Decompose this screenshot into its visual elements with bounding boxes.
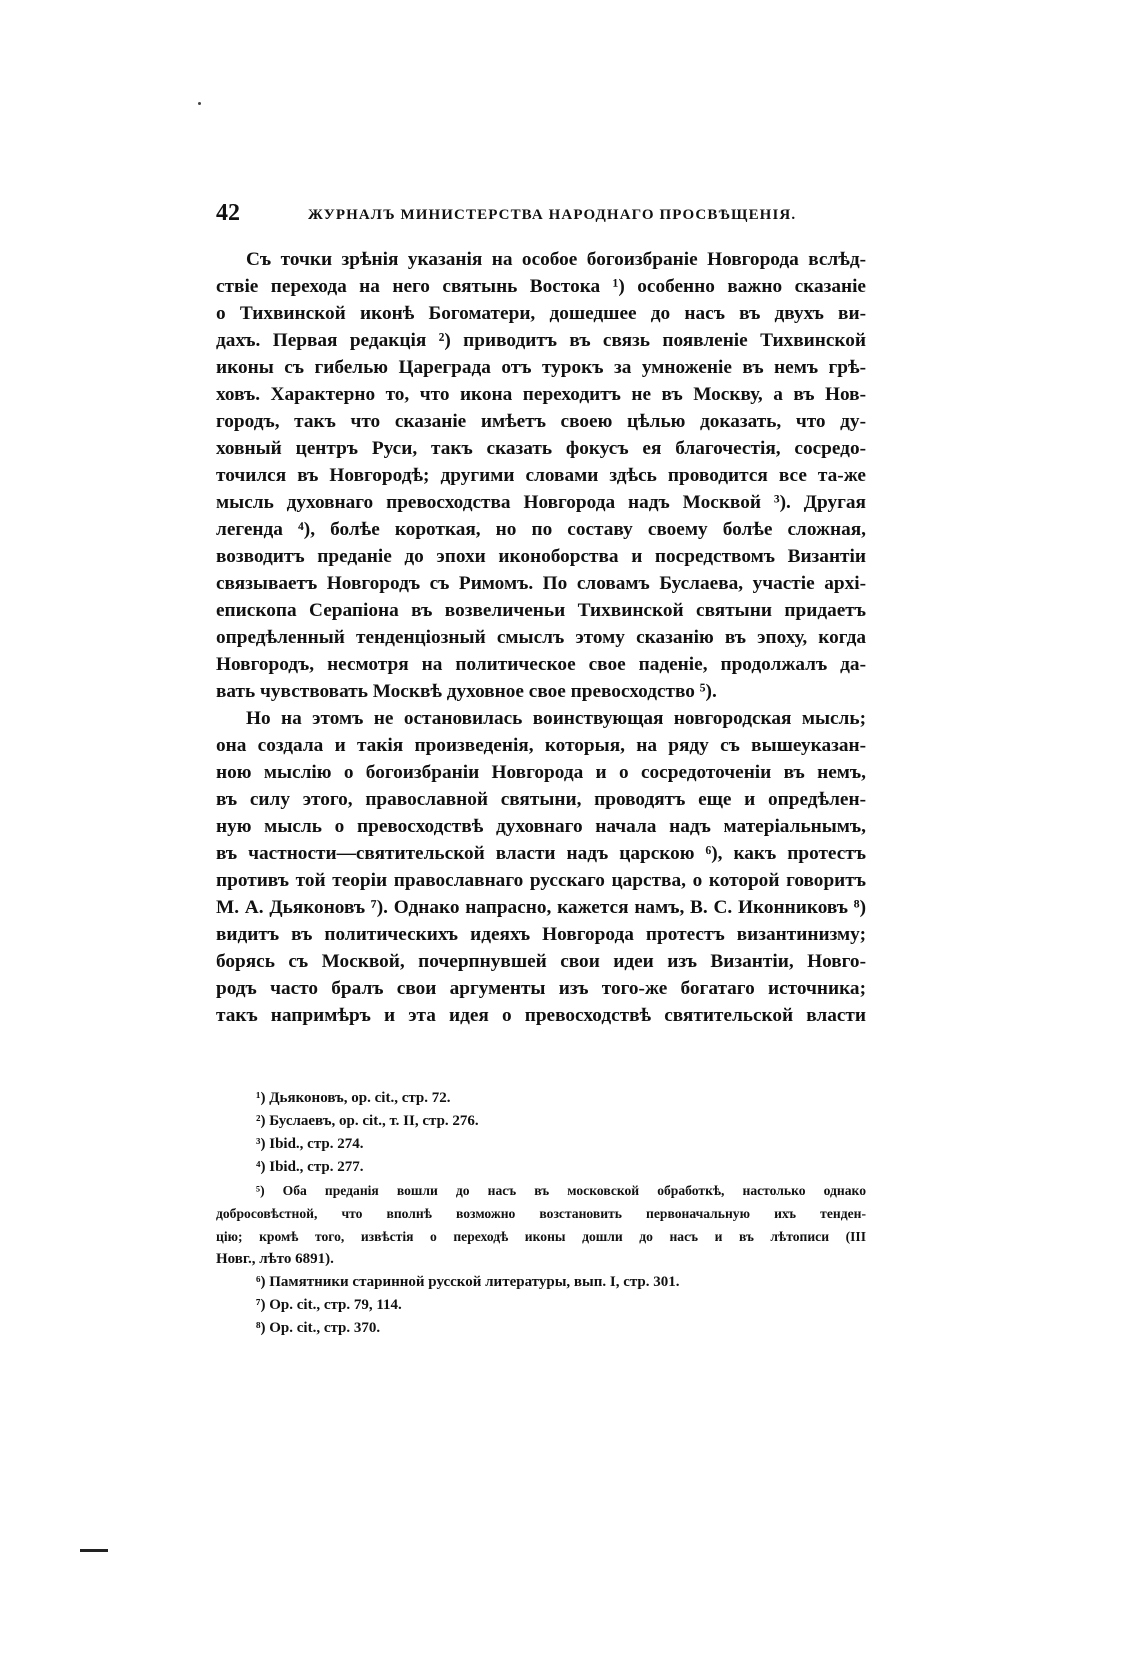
paragraph-line: мысль духовнаго превосходства Новгорода надъ Москвой ³). Другая xyxy=(216,492,866,513)
paragraph-line: ною мыслію о богоизбраніи Новгорода и о сосредоточеніи въ немъ, xyxy=(216,762,866,783)
page-number: 42 xyxy=(216,200,240,226)
paragraph-line: вать чувствовать Москвѣ духовное свое превосходство ⁵). xyxy=(216,681,717,702)
page-header xyxy=(216,200,868,240)
paragraph-line: М. А. Дьяконовъ ⁷). Однако напрасно, кажется намъ, В. С. Иконниковъ ⁸) xyxy=(216,897,866,918)
paragraph-line: такъ напримѣръ и эта идея о превосходствѣ святительской власти xyxy=(216,1005,866,1026)
paragraph-line: точился въ Новгородѣ; другими словами здѣсь проводится все та-же xyxy=(216,465,866,486)
paragraph-line: дахъ. Первая редакція ²) приводитъ въ связь появленіе Тихвинской xyxy=(216,330,866,351)
footnote: ⁶) Памятники старинной русской литературы, вып. I, стр. 301. xyxy=(256,1274,680,1290)
footnote-continuation: Новг., лѣто 6891). xyxy=(216,1251,334,1267)
paragraph-line: въ частности—святительской власти надъ царскою ⁶), какъ протестъ xyxy=(216,843,866,864)
footnote: ³) Ibid., стр. 274. xyxy=(256,1136,364,1152)
footnote: ²) Буслаевъ, op. cit., т. II, стр. 276. xyxy=(256,1113,479,1129)
footnotes xyxy=(216,1087,866,1340)
paragraph-line: ствіе перехода на него святынь Востока ¹) особенно важно сказаніе xyxy=(216,276,866,297)
running-head: ЖУРНАЛЪ МИНИСТЕРСТВА НАРОДНАГО ПРОСВѢЩЕНІЯ. xyxy=(308,207,797,223)
body-text xyxy=(216,246,866,1029)
footnote-continuation: цію; кромѣ того, извѣстія о переходѣ иконы дошли до насъ и въ лѣтописи (III xyxy=(216,1229,866,1244)
paragraph-line: опредѣленный тенденціозный смыслъ этому сказанію въ эпоху, когда xyxy=(216,627,866,648)
paragraph-line: Новгородъ, несмотря на политическое свое паденіе, продолжалъ да- xyxy=(216,654,866,675)
footnote: ⁸) Op. cit., стр. 370. xyxy=(256,1320,381,1336)
paragraph-line: въ силу этого, православной святыни, проводятъ еще и опредѣлен- xyxy=(216,789,866,810)
paragraph-line: борясь съ Москвой, почерпнувшей свои идеи изъ Византіи, Новго- xyxy=(216,951,866,972)
paragraph-line: видитъ въ политическихъ идеяхъ Новгорода протестъ византинизму; xyxy=(216,924,866,945)
footnote: ⁴) Ibid., стр. 277. xyxy=(256,1159,364,1175)
footnote: ¹) Дьяконовъ, op. cit., стр. 72. xyxy=(256,1090,451,1106)
paragraph-line: противъ той теоріи православнаго русскаго царства, о которой говоритъ xyxy=(216,870,866,891)
footnote-continuation: добросовѣстной, что вполнѣ возможно возстановить первоначальную ихъ тенден- xyxy=(216,1206,866,1221)
paragraph-line: возводитъ преданіе до эпохи иконоборства и посредствомъ Византіи xyxy=(216,546,866,567)
scan-speck xyxy=(198,102,201,105)
paragraph-line: городъ, такъ что сказаніе имѣетъ своею цѣлью доказать, что ду- xyxy=(216,411,866,432)
paragraph-line: связываетъ Новгородъ съ Римомъ. По словамъ Буслаева, участіе архі- xyxy=(216,573,866,594)
paragraph-line: ную мысль о превосходствѣ духовнаго начала надъ матеріальнымъ, xyxy=(216,816,866,837)
paragraph-line: ховъ. Характерно то, что икона переходитъ не въ Москву, а въ Нов- xyxy=(216,384,866,405)
margin-mark xyxy=(80,1549,108,1552)
paragraph-line: легенда ⁴), болѣе короткая, но по составу своему болѣе сложная, xyxy=(216,519,866,540)
paragraph-line: ховный центръ Руси, такъ сказать фокусъ ея благочестія, сосредо- xyxy=(216,438,866,459)
paragraph-line: Но на этомъ не остановилась воинствующая новгородская мысль; xyxy=(246,708,866,729)
paragraph-line: Съ точки зрѣнія указанія на особое богоизбраніе Новгорода вслѣд- xyxy=(246,249,866,270)
paragraph-line: о Тихвинской иконѣ Богоматери, дошедшее до насъ въ двухъ ви- xyxy=(216,303,866,324)
paragraph-line: епископа Серапіона въ возвеличеньи Тихвинской святыни придаетъ xyxy=(216,600,866,621)
paragraph-line: родъ часто бралъ свои аргументы изъ того-же богатаго источника; xyxy=(216,978,866,999)
paragraph-line: она создала и такія произведенія, которыя, на ряду съ вышеуказан- xyxy=(216,735,866,756)
paragraph-line: иконы съ гибелью Цареграда отъ турокъ за умноженіе въ немъ грѣ- xyxy=(216,357,866,378)
footnote: ⁷) Op. cit., стр. 79, 114. xyxy=(256,1297,402,1313)
footnote: ⁵) Оба преданія вошли до насъ въ московской обработкѣ, настолько однако xyxy=(256,1183,866,1198)
